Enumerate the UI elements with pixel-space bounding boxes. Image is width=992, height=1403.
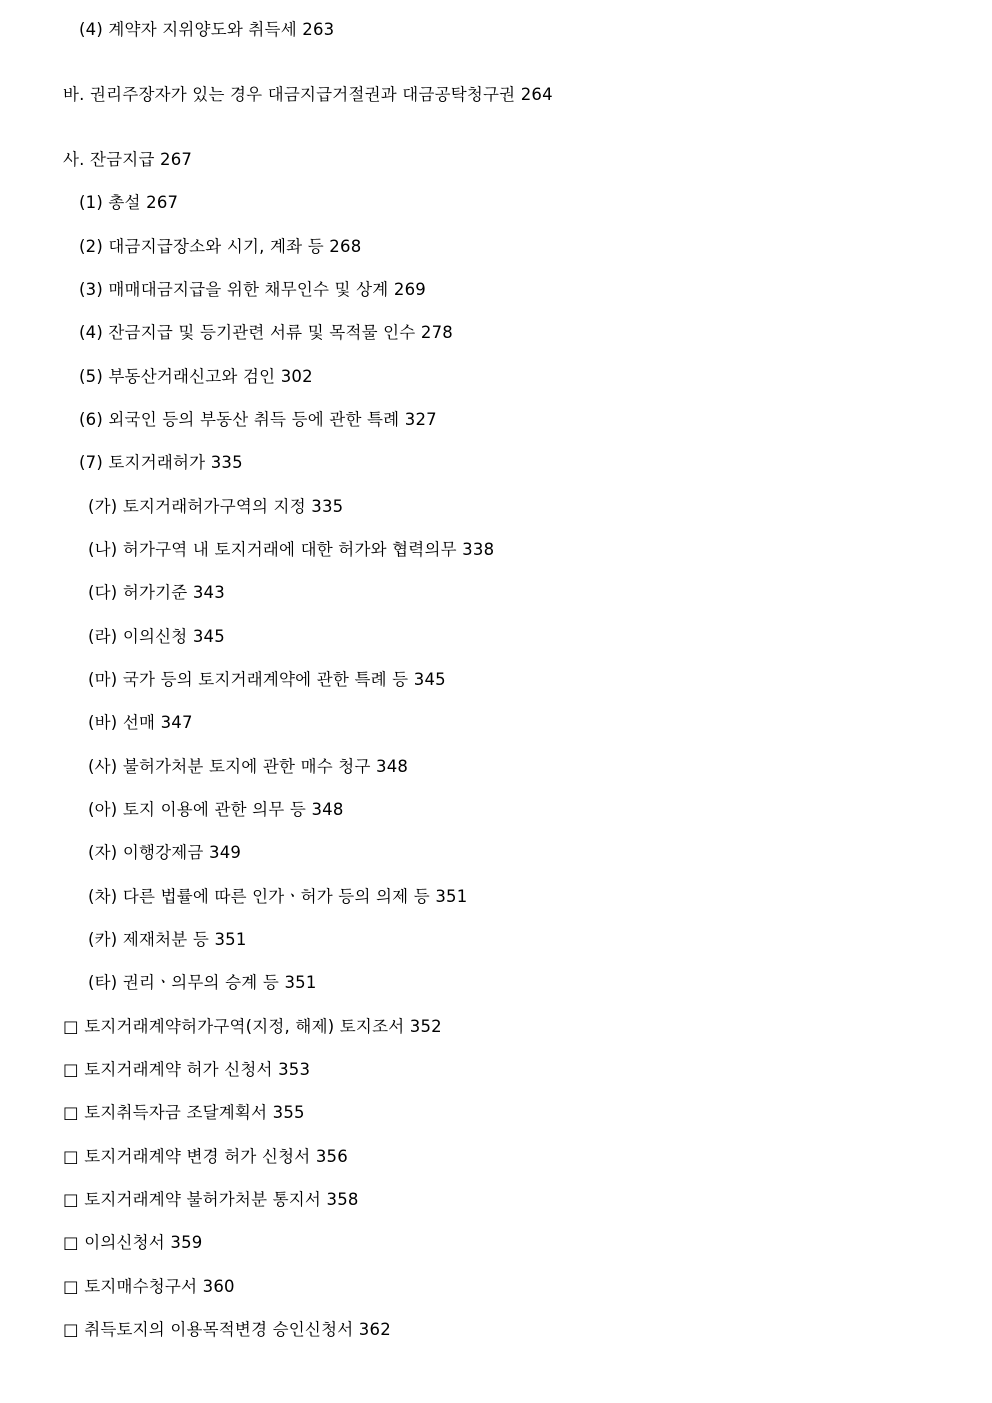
toc-line: (바) 선매 347 [88, 713, 193, 732]
toc-line: □ 토지거래계약 허가 신청서 353 [63, 1060, 311, 1079]
toc-line: □ 토지거래계약 변경 허가 신청서 356 [63, 1147, 348, 1166]
toc-line: (다) 허가기준 343 [88, 583, 225, 602]
toc-line: (나) 허가구역 내 토지거래에 대한 허가와 협력의무 338 [88, 540, 495, 559]
toc-line: □ 토지거래계약 불허가처분 통지서 358 [63, 1190, 359, 1209]
toc-line: (카) 제재처분 등 351 [88, 930, 247, 949]
toc-line: 사. 잔금지급 267 [63, 150, 193, 169]
toc-line: (1) 총설 267 [79, 193, 179, 212]
toc-line: □ 토지취득자금 조달계획서 355 [63, 1103, 305, 1122]
toc-line: (6) 외국인 등의 부동산 취득 등에 관한 특례 327 [79, 410, 437, 429]
toc-line: (4) 잔금지급 및 등기관련 서류 및 목적물 인수 278 [79, 323, 453, 342]
toc-line: (마) 국가 등의 토지거래계약에 관한 특례 등 345 [88, 670, 446, 689]
toc-line: 바. 권리주장자가 있는 경우 대금지급거절권과 대금공탁청구권 264 [63, 85, 553, 104]
toc-line: (차) 다른 법률에 따른 인가ㆍ허가 등의 의제 등 351 [88, 887, 468, 906]
toc-line: (라) 이의신청 345 [88, 627, 225, 646]
toc-line: (4) 계약자 지위양도와 취득세 263 [79, 20, 335, 39]
toc-line: (타) 권리ㆍ의무의 승계 등 351 [88, 973, 317, 992]
toc-line: □ 토지거래계약허가구역(지정, 해제) 토지조서 352 [63, 1017, 442, 1036]
toc-line: (자) 이행강제금 349 [88, 843, 242, 862]
toc-line: (2) 대금지급장소와 시기, 계좌 등 268 [79, 237, 362, 256]
toc-line: (가) 토지거래허가구역의 지정 335 [88, 497, 344, 516]
toc-line: □ 이의신청서 359 [63, 1233, 203, 1252]
toc-line: (5) 부동산거래신고와 검인 302 [79, 367, 313, 386]
toc-line: □ 토지매수청구서 360 [63, 1277, 235, 1296]
toc-line: □ 취득토지의 이용목적변경 승인신청서 362 [63, 1320, 391, 1339]
toc-line: (7) 토지거래허가 335 [79, 453, 243, 472]
toc-line: (사) 불허가처분 토지에 관한 매수 청구 348 [88, 757, 409, 776]
toc-line: (아) 토지 이용에 관한 의무 등 348 [88, 800, 344, 819]
toc-line: (3) 매매대금지급을 위한 채무인수 및 상계 269 [79, 280, 426, 299]
